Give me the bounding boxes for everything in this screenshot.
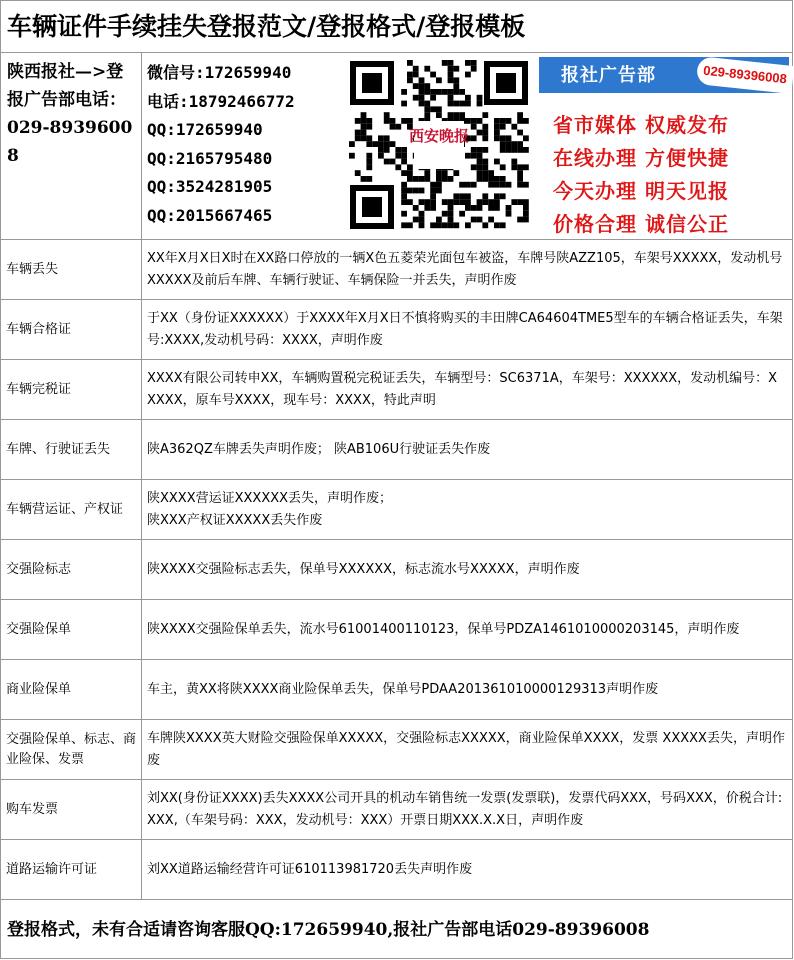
row-content: 车主，黄XX将陕XXXX商业险保单丢失，保单号PDAA201361010000129313声明作废 xyxy=(147,681,659,697)
table-row xyxy=(1,840,793,900)
header-section xyxy=(1,53,793,240)
footer-note: 登报格式，未有合适请咨询客服QQ:172659940,报社广告部电话029-89396008 xyxy=(7,920,650,940)
row-label: 车辆合格证 xyxy=(1,300,142,359)
contact-qq-2: QQ:2165795480 xyxy=(147,148,273,168)
row-content: 陕A362QZ车牌丢失声明作废； 陕AB106U行驶证丢失作废 xyxy=(147,441,491,457)
row-content: XXXX有限公司转申XX，车辆购置税完税证丢失，车辆型号：SC6371A，车架号：XXXXXX，发动机编号：XXXXX，原车号XXXX，现车号：XXXX，特此声明 xyxy=(147,370,778,408)
contact-qq-3: QQ:3524281905 xyxy=(147,177,273,197)
ad-banner-phone: 029-89396008 xyxy=(696,56,794,94)
row-label: 车辆完税证 xyxy=(1,360,142,419)
table-row xyxy=(1,780,793,840)
row-content: 于XX（身份证XXXXXX）于XXXX年X月X日不慎将购买的丰田牌CA64604TME5型车的车辆合格证丢失，车架号:XXXX,发动机号码：XXXX，声明作废 xyxy=(147,310,783,348)
row-label: 购车发票 xyxy=(1,780,142,839)
qr-code-icon xyxy=(346,57,532,233)
row-content: 刘XX(身份证XXXX)丢失XXXX公司开具的机动车销售统一发票(发票联)，发票代码XXX，号码XXX，价税合计:XXX,（车架号码：XXX，发动机号：XXX）开票日期XXX.X.X日，声明作废 xyxy=(147,790,783,828)
row-content: XX年X月X日X时在XX路口停放的一辆X色五菱荣光面包车被盗，车牌号陕AZZ105，车架号XXXXX，发动机号XXXXX及前后车牌、车辆行驶证、车辆保险一并丢失，声明作废 xyxy=(147,250,783,288)
row-label: 交强险保单、标志、商业险保、发票 xyxy=(1,720,142,779)
ad-banner-label: 报社广告部 xyxy=(561,65,656,86)
ad-slogan-2: 在线办理 方便快捷 xyxy=(553,146,729,170)
table-row xyxy=(1,480,793,540)
table-row xyxy=(1,720,793,780)
contact-phone: 电话:18792466772 xyxy=(147,91,295,111)
table-row xyxy=(1,420,793,480)
row-content: 陕XXXX交强险标志丢失，保单号XXXXXX，标志流水号XXXXX，声明作废 xyxy=(147,561,580,577)
table-row xyxy=(1,360,793,420)
notice-table xyxy=(1,240,793,900)
table-row xyxy=(1,240,793,300)
page-title: 车辆证件手续挂失登报范文/登报格式/登报模板 xyxy=(1,1,793,53)
row-label: 道路运输许可证 xyxy=(1,840,142,899)
contact-list xyxy=(147,59,343,231)
row-content: 车牌陕XXXX英大财险交强险保单XXXXX，交强险标志XXXXX，商业险保单XXXX，发票 XXXXX丢失，声明作废 xyxy=(147,730,785,768)
row-label: 车牌、行驶证丢失 xyxy=(1,420,142,479)
ad-banner-panel xyxy=(539,57,789,235)
table-row xyxy=(1,660,793,720)
row-label: 车辆营运证、产权证 xyxy=(1,480,142,539)
row-label: 商业险保单 xyxy=(1,660,142,719)
contact-wechat: 微信号:172659940 xyxy=(147,63,292,82)
row-content: 刘XX道路运输经营许可证610113981720丢失声明作废 xyxy=(147,861,473,877)
row-label: 车辆丢失 xyxy=(1,240,142,299)
ad-slogan-4: 价格合理 诚信公正 xyxy=(553,212,729,236)
row-content: 陕XXXX营运证XXXXXX丢失，声明作废； 陕XXX产权证XXXXX丢失作废 xyxy=(147,490,393,528)
table-row xyxy=(1,600,793,660)
row-label: 交强险保单 xyxy=(1,600,142,659)
row-content: 陕XXXX交强险保单丢失，流水号61001400110123，保单号PDZA1461010000203145，声明作废 xyxy=(147,621,740,637)
contact-qq-1: QQ:172659940 xyxy=(147,120,263,140)
press-contact-info: 陕西报社—>登报广告部电话：029-89396008 xyxy=(1,53,142,239)
table-row xyxy=(1,540,793,600)
ad-slogan-1: 省市媒体 权威发布 xyxy=(553,113,729,137)
table-row xyxy=(1,300,793,360)
ad-slogan-3: 今天办理 明天见报 xyxy=(553,179,729,203)
ad-banner-bar xyxy=(539,57,789,93)
qr-logo-text-top: 西安晚报 xyxy=(408,127,470,145)
row-label: 交强险标志 xyxy=(1,540,142,599)
contact-qq-4: QQ:2015667465 xyxy=(147,205,273,225)
